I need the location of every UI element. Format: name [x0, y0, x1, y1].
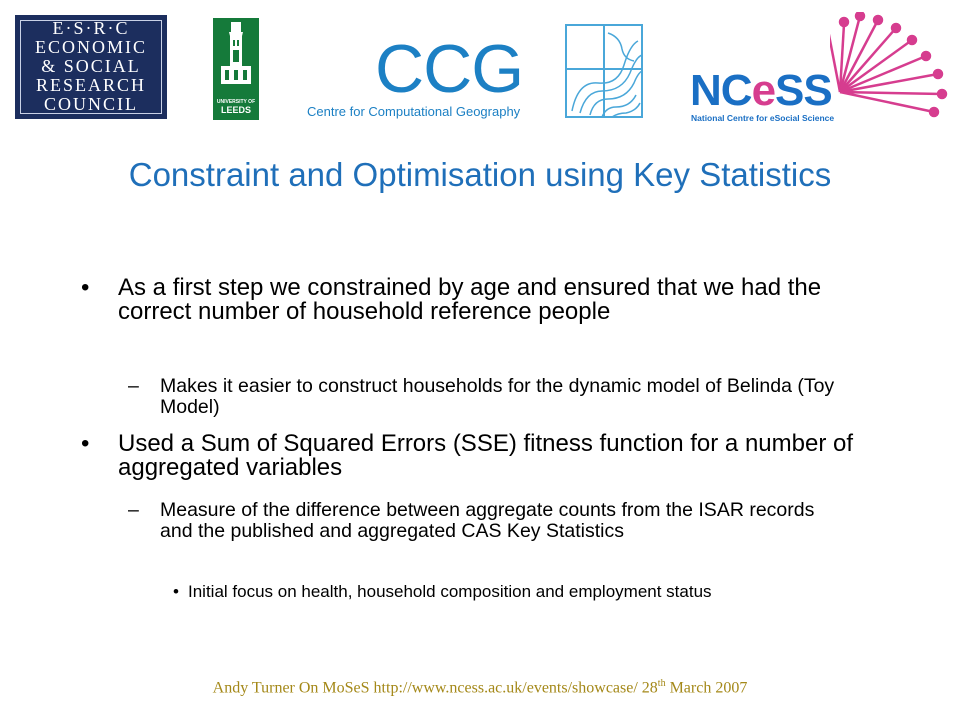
esrc-logo-line: & SOCIAL [41, 56, 141, 76]
bullet-item [81, 274, 858, 325]
ccg-logo-name: CCG [375, 31, 524, 107]
ccg-logo-subtitle: Centre for Computational Geography [307, 104, 521, 119]
sub-bullet-text: Measure of the difference between aggregate counts from the ISAR records and the published and aggregated CAS Key Statistics [160, 499, 815, 542]
bullet-marker: • [173, 582, 179, 601]
ccg-logo [303, 18, 653, 124]
leeds-logo-name: LEEDS [220, 105, 251, 115]
footer-text: Andy Turner On MoSeS http://www.ncess.ac.uk/events/showcase/ 28 [212, 679, 658, 697]
ncess-logo [680, 12, 950, 130]
bullet-marker: • [81, 430, 90, 457]
esrc-logo [15, 15, 167, 119]
sub-sub-bullet-text: Initial focus on health, household composition and employment status [188, 582, 712, 601]
bullet-marker: • [81, 274, 90, 301]
esrc-logo-line: ECONOMIC [34, 37, 147, 57]
sub-bullet-item [128, 375, 850, 418]
dash-marker: – [128, 499, 139, 521]
slide-title: Constraint and Optimisation using Key Statistics [128, 156, 832, 193]
contour-map-icon [558, 21, 648, 121]
esrc-logo-line: E·S·R·C [52, 18, 130, 38]
footer-tail: March 2007 [665, 679, 748, 697]
footer-superscript: th [657, 678, 666, 689]
sub-sub-bullet-item [173, 582, 878, 602]
esrc-logo-line: COUNCIL [44, 94, 138, 114]
bullet-text: As a first step we constrained by age and ensured that we had the correct number of household reference people [118, 274, 822, 325]
sub-bullet-item [128, 499, 850, 542]
bullet-text: Used a Sum of Squared Errors (SSE) fitness function for a number of aggregated variables [118, 430, 853, 481]
parkinson-tower-icon [213, 18, 259, 90]
network-burst-icon [830, 12, 950, 130]
slide-footer [0, 678, 960, 697]
esrc-logo-line: RESEARCH [35, 75, 147, 95]
leeds-logo-university: UNIVERSITY OF [216, 99, 256, 105]
bullet-item [81, 430, 858, 481]
sub-bullet-text: Makes it easier to construct households for the dynamic model of Belinda (Toy Model) [160, 375, 835, 418]
ncess-logo-tagline: National Centre for eSocial Science [691, 113, 835, 123]
ncess-logo-name: NCeSS [690, 66, 832, 115]
dash-marker: – [128, 375, 139, 397]
leeds-logo [213, 18, 259, 120]
